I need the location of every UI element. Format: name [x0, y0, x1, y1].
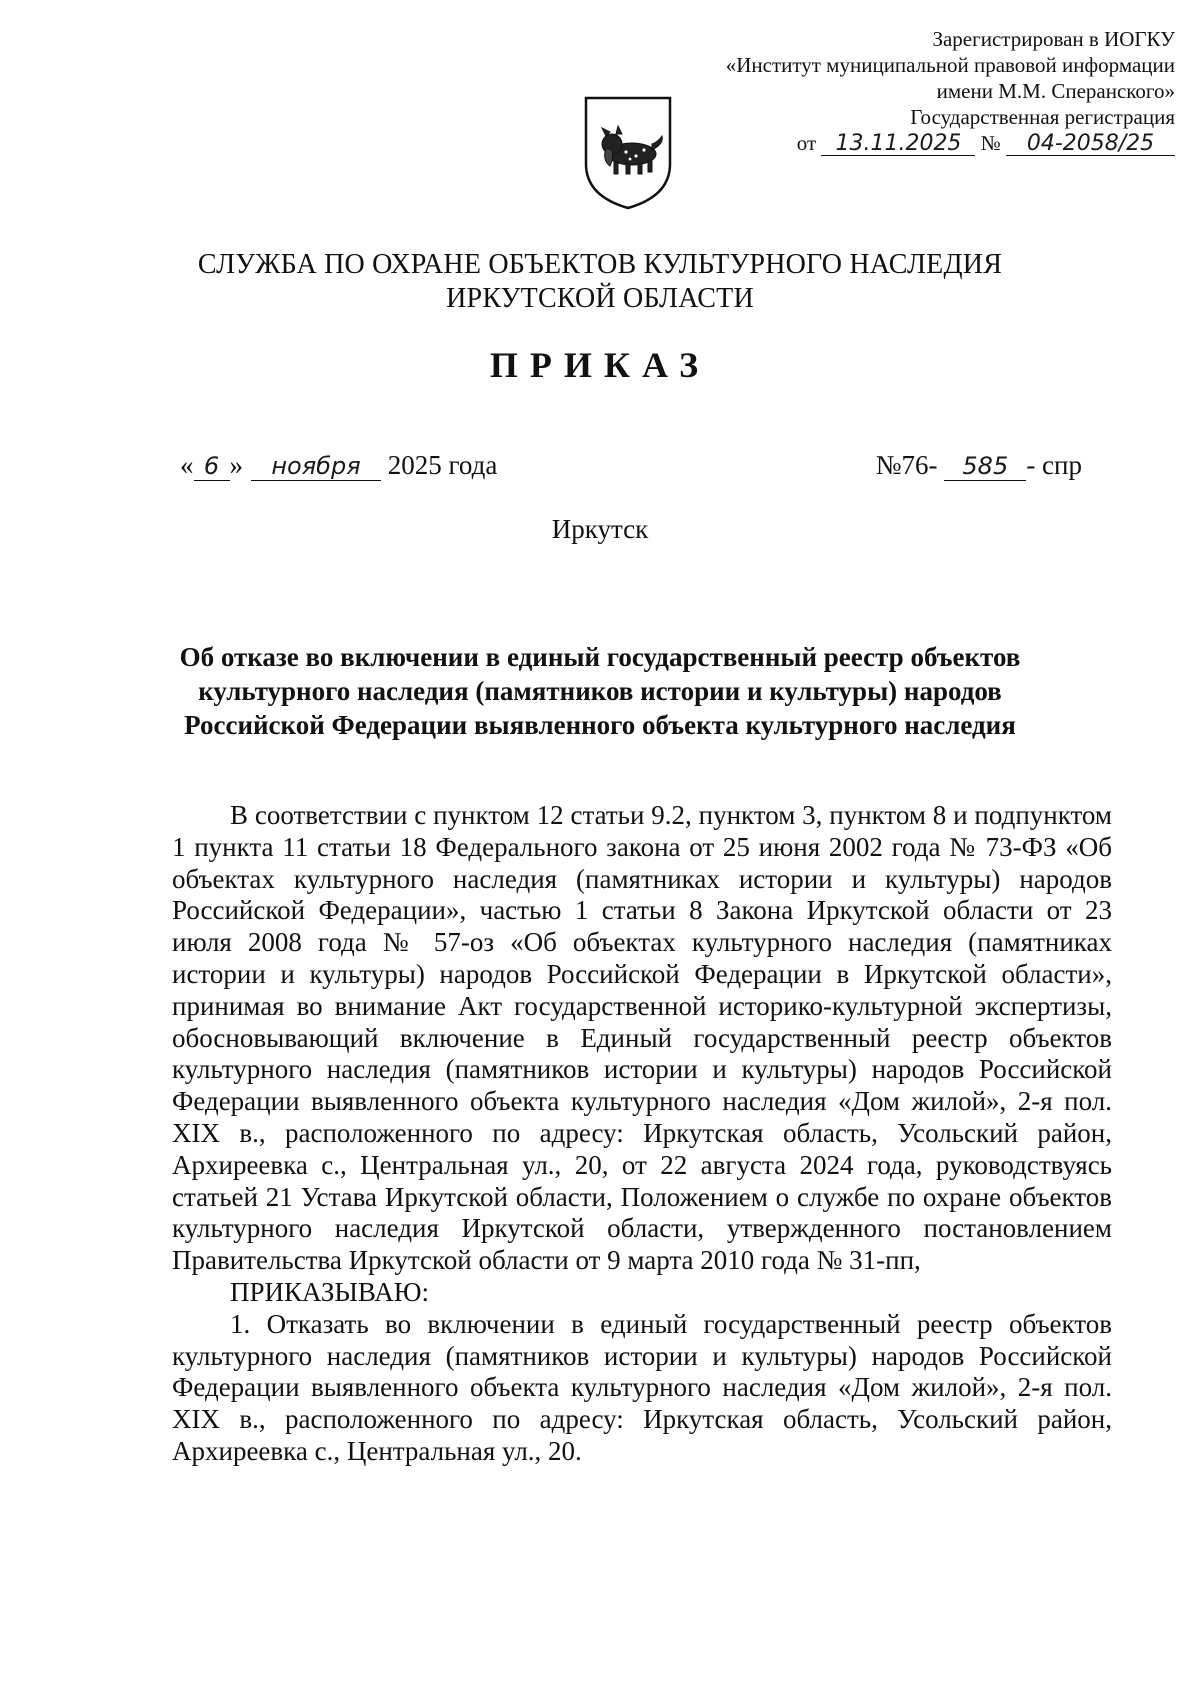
registration-stamp — [615, 26, 1175, 156]
registration-from-label: от — [796, 131, 817, 155]
registration-line-5 — [615, 130, 1175, 156]
subject-line-1: Об отказе во включении в единый государственный реестр объектов — [179, 642, 1021, 672]
order-year: 2025 года — [387, 450, 498, 480]
registration-line-4: Государственная регистрация — [910, 105, 1175, 129]
order-date — [180, 450, 497, 481]
order-subject — [150, 640, 1050, 742]
order-month: ноября — [251, 452, 381, 481]
order-body — [172, 800, 1112, 1468]
service-title-line-1: СЛУЖБА ПО ОХРАНЕ ОБЪЕКТОВ КУЛЬТУРНОГО НАСЛЕДИЯ — [197, 249, 1003, 280]
service-title-line-2: ИРКУТСКОЙ ОБЛАСТИ — [446, 283, 754, 314]
order-number-suffix: - спр — [1026, 450, 1082, 480]
service-title — [0, 248, 1200, 316]
registration-date: 13.11.2025 — [821, 133, 975, 156]
registration-line-2: «Институт муниципальной правовой информации — [725, 53, 1175, 77]
order-day: 6 — [194, 452, 230, 481]
subject-line-3: Российской Федерации выявленного объекта культурного наследия — [184, 710, 1016, 740]
registration-line-3: имени М.М. Сперанского» — [936, 79, 1175, 103]
document-type-title: ПРИКАЗ — [489, 345, 711, 385]
registration-number-label: № — [980, 131, 1001, 155]
registration-number: 04-2058/25 — [1006, 133, 1175, 156]
irkutsk-coat-of-arms-icon — [580, 92, 676, 212]
preamble-paragraph: В соответствии с пунктом 12 статьи 9.2, пунктом 3, пунктом 8 и подпунктом 1 пункта 11 статьи 18 Федерального закона от 25 июня 2002 года № 73-ФЗ «Об объектах культурного наследия (памятниках истории и культуры) народов Российской Федерации», частью 1 статьи 8 Закона Иркутской области от 23 июля 2008 года № 57-оз «Об объектах культурного наследия (памятниках истории и культуры) народов Российской Федерации в Иркутской области», принимая во внимание Акт государственной историко-культурной экспертизы, обосновывающий включение в Единый государственный реестр объектов культурного наследия (памятников истории и культуры) народов Российской Федерации выявленного объекта культурного наследия «Дом жилой», 2-я пол. XIX в., расположенного по адресу: Иркутская область, Усольский район, Архиреевка с., Центральная ул., 20, от 22 августа 2024 года, руководствуясь статьей 21 Устава Иркутской области, Положением о службе по охране объектов культурного наследия Иркутской области, утвержденного постановлением Правительства Иркутской области от 9 марта 2010 года № 31-пп, — [172, 800, 1112, 1276]
order-number-prefix: №76- — [875, 450, 938, 480]
order-number — [876, 450, 1082, 481]
registration-line-1: Зарегистрирован в ИОГКУ — [932, 27, 1175, 51]
order-item-1: 1. Отказать во включении в единый государственный реестр объектов культурного наследия (памятников истории и культуры) народов Российской Федерации выявленного объекта культурного наследия «Дом жилой», 2-я пол. XIX в., расположенного по адресу: Иркутская область, Усольский район, Архиреевка с., Центральная ул., 20. — [172, 1308, 1112, 1466]
order-word: ПРИКАЗЫВАЮ: — [230, 1276, 429, 1307]
subject-line-2: культурного наследия (памятников истории и культуры) народов — [198, 676, 1002, 706]
city: Иркутск — [551, 514, 649, 544]
date-open-quote: « — [180, 450, 194, 480]
order-number-handwritten: 585 — [944, 452, 1026, 481]
date-close-quote: » — [229, 450, 243, 480]
